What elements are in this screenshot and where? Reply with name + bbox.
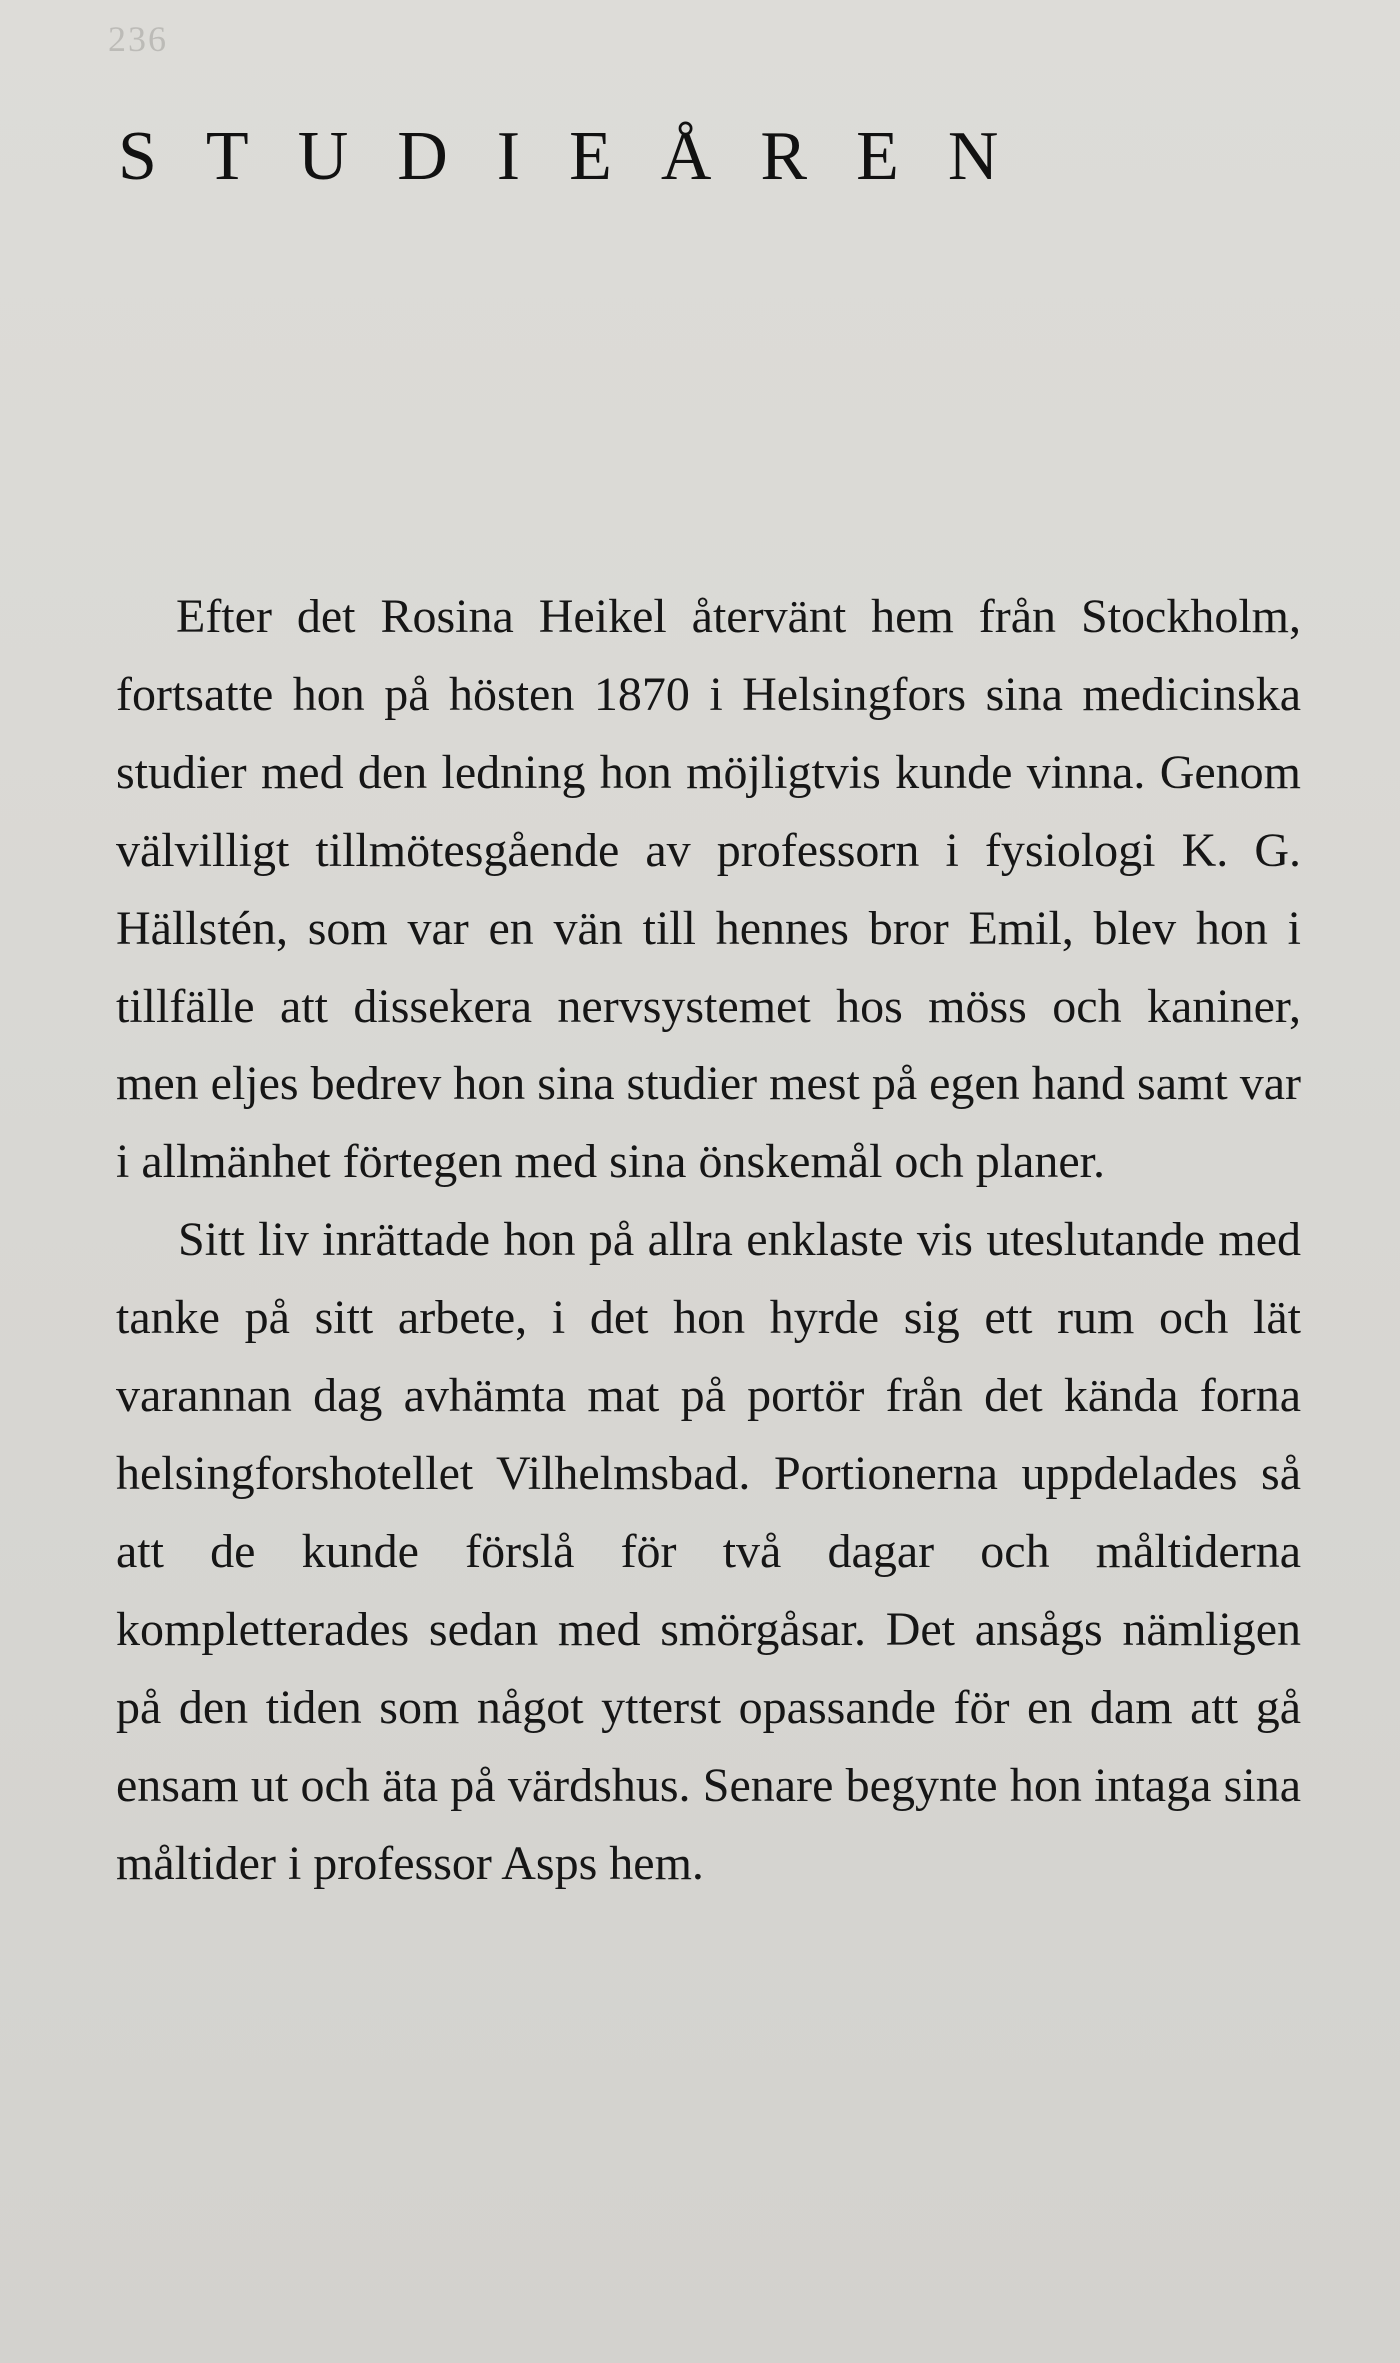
page-number: 236 — [108, 19, 168, 59]
paragraph-1: Efter det Rosina Heikel återvänt hem från Stockholm, fortsatte hon på hösten 1870 i Helsingfors sina medicinska studier med den ledning hon möjligtvis kunde vinna. Genom välvilligt tillmötesgående av professorn i fysiologi K. G. Hällstén, som var en vän till hennes bror Emil, blev hon i tillfälle att dissekera nervsystemet hos möss och kaniner, men eljes bedrev hon sina studier mest på egen hand samt var i allmänhet förtegen med sina önskemål och planer. — [116, 590, 1301, 1189]
paragraph-2: Sitt liv inrättade hon på allra enklaste vis uteslutande med tanke på sitt arbete, i det hon hyrde sig ett rum och lät varannan dag avhämta mat på portör från det kända forna helsingforshotellet Vilhelmsbad. Portionerna uppdelades så att de kunde förslå för två dagar och måltiderna kompletterades sedan med smörgåsar. Det ansågs nämligen på den tiden som något ytterst opassande för en dam att gå ensam ut och äta på värdshus. Senare begynte hon intaga sina måltider i professor Asps hem. — [116, 1213, 1301, 1890]
chapter-title: STUDIEÅREN — [118, 118, 1048, 195]
body-text — [116, 578, 1301, 1902]
